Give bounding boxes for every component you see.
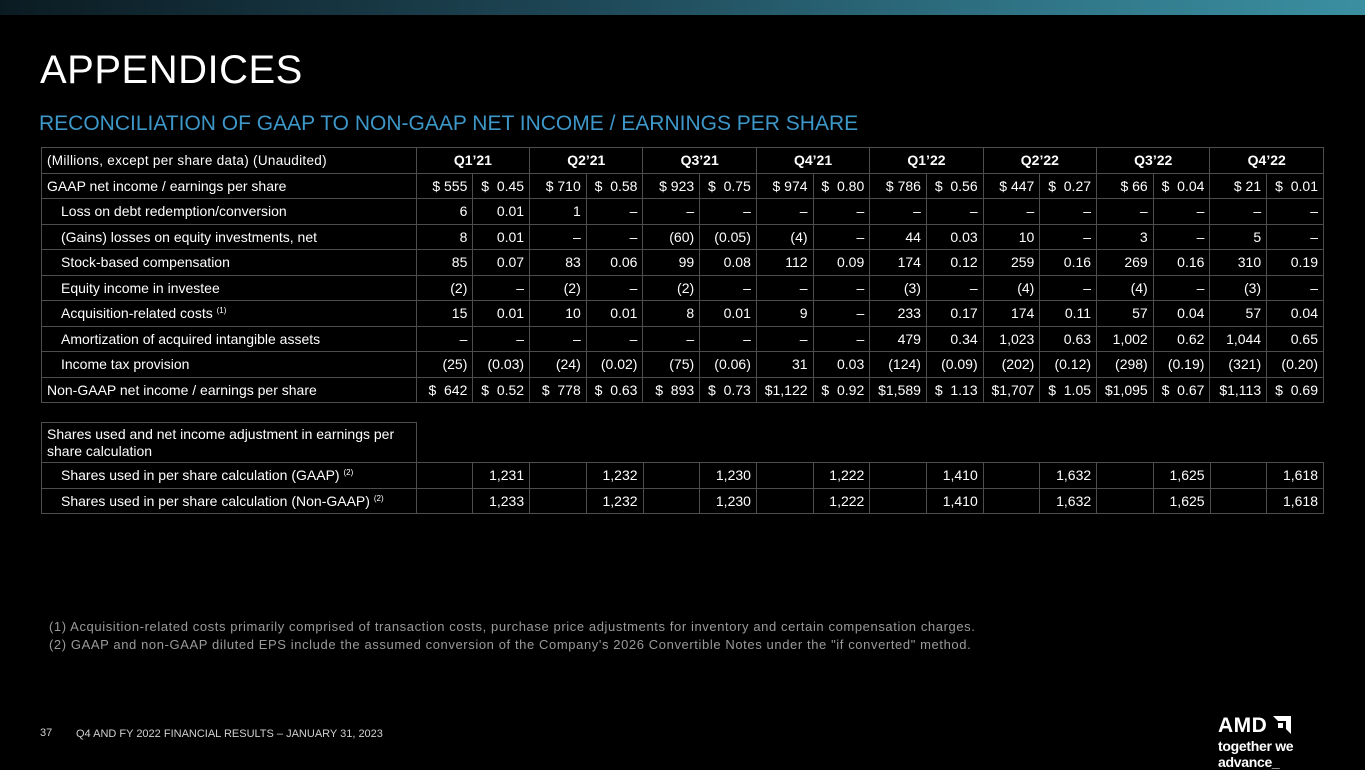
table-cell: – [1267, 199, 1324, 225]
table-cell: – [1153, 275, 1210, 301]
table-cell: $ 0.58 [586, 173, 643, 199]
table-cell: (25) [416, 352, 473, 378]
table-cell: – [813, 301, 870, 327]
table-cell-empty [756, 463, 813, 489]
row-label [42, 301, 417, 327]
table-cell: (0.03) [473, 352, 530, 378]
table-cell: $1,113 [1210, 377, 1267, 403]
table-cell: 0.62 [1153, 326, 1210, 352]
table-cell: 1,618 [1267, 463, 1324, 489]
table-cell: 31 [756, 352, 813, 378]
table-cell: 85 [416, 250, 473, 276]
table-cell: 1,410 [927, 488, 984, 514]
amd-tagline: together we advance_ [1218, 738, 1294, 770]
table-cell: $ 642 [416, 377, 473, 403]
top-gradient-bar [0, 0, 1365, 15]
table-cell-empty [416, 488, 473, 514]
table-cell: 5 [1210, 224, 1267, 250]
table-cell: 1,632 [1040, 488, 1097, 514]
table-cell: 57 [1097, 301, 1154, 327]
table-cell: 0.07 [473, 250, 530, 276]
table-cell: 99 [643, 250, 700, 276]
table-cell: $ 447 [983, 173, 1040, 199]
table-cell: – [530, 326, 587, 352]
table-cell: – [926, 199, 983, 225]
table-cell: 0.16 [1040, 250, 1097, 276]
row-label-text: GAAP net income / earnings per share [47, 177, 287, 194]
table-row [42, 352, 1324, 378]
table-cell: 0.04 [1153, 301, 1210, 327]
table-row [42, 463, 1324, 489]
table-cell: 0.11 [1040, 301, 1097, 327]
table-cell: – [813, 224, 870, 250]
row-label [42, 224, 417, 250]
table-cell: $ 21 [1210, 173, 1267, 199]
page-subtitle: RECONCILIATION OF GAAP TO NON-GAAP NET INCOME / EARNINGS PER SHARE [39, 112, 859, 135]
table-cell: $ 0.63 [586, 377, 643, 403]
quarter-header: Q1’22 [870, 148, 983, 174]
table-cell: (0.09) [926, 352, 983, 378]
table-cell: $ 0.73 [700, 377, 757, 403]
row-label [42, 377, 417, 403]
table-cell: – [1210, 199, 1267, 225]
table-cell: 1,044 [1210, 326, 1267, 352]
table-cell: 9 [756, 301, 813, 327]
table-cell: (4) [756, 224, 813, 250]
table-cell: $ 0.01 [1267, 173, 1324, 199]
row-label-text: Acquisition-related costs [61, 305, 213, 322]
table-cell: $ 786 [870, 173, 927, 199]
table-cell: $ 0.27 [1040, 173, 1097, 199]
row-label-text: Stock-based compensation [61, 254, 230, 271]
footnotes [49, 618, 976, 654]
table-cell-empty [416, 463, 473, 489]
table-cell: (0.20) [1267, 352, 1324, 378]
row-label [42, 463, 417, 489]
quarter-header: Q3’21 [643, 148, 756, 174]
table-cell-empty [530, 463, 587, 489]
table-cell: 0.01 [700, 301, 757, 327]
table-cell: 6 [416, 199, 473, 225]
quarter-header: Q2’21 [530, 148, 643, 174]
row-label [42, 326, 417, 352]
row-label-text: Non-GAAP net income / earnings per share [47, 381, 317, 398]
table-cell: $1,707 [983, 377, 1040, 403]
footer-text: Q4 AND FY 2022 FINANCIAL RESULTS – JANUARY 31, 2023 [76, 728, 383, 740]
amd-logo [1218, 714, 1338, 770]
table-cell: 1,232 [586, 463, 643, 489]
table-cell-empty [1097, 488, 1154, 514]
table-cell: (298) [1097, 352, 1154, 378]
table-cell: – [926, 275, 983, 301]
table-cell: $ 0.92 [813, 377, 870, 403]
table-cell: – [1267, 224, 1324, 250]
table-cell: $ 0.45 [473, 173, 530, 199]
table-row [42, 377, 1324, 403]
page-title: APPENDICES [40, 48, 303, 92]
table-cell: 0.65 [1267, 326, 1324, 352]
table-cell: $ 1.13 [926, 377, 983, 403]
quarter-header: Q2’22 [983, 148, 1096, 174]
table-row [42, 301, 1324, 327]
table-cell: 1,231 [473, 463, 530, 489]
table-cell: $ 0.69 [1267, 377, 1324, 403]
row-label-text: Shares used in per share calculation (Non-GAAP) [61, 492, 370, 509]
table-cell: (202) [983, 352, 1040, 378]
table-cell: (2) [643, 275, 700, 301]
table-cell: $ 0.04 [1153, 173, 1210, 199]
table-cell: 0.01 [473, 224, 530, 250]
table-cell: – [813, 199, 870, 225]
table-cell: $ 0.52 [473, 377, 530, 403]
table-cell: 0.17 [926, 301, 983, 327]
table-cell: 1,230 [700, 488, 757, 514]
footnote-1: (1) Acquisition-related costs primarily comprised of transaction costs, purchase price adjustments for inventory and certain compensation charges. [49, 619, 976, 634]
table-cell: – [983, 199, 1040, 225]
table-cell: (3) [1210, 275, 1267, 301]
table-row [42, 275, 1324, 301]
table-cell: $ 0.75 [700, 173, 757, 199]
shares-section-label: Shares used and net income adjustment in earnings per share calculation [42, 423, 417, 463]
table-cell: 10 [530, 301, 587, 327]
table-cell: – [416, 326, 473, 352]
table-cell: 1,222 [813, 463, 870, 489]
table-cell: 259 [983, 250, 1040, 276]
table-cell-empty [530, 488, 587, 514]
row-label [42, 352, 417, 378]
row-label-text: Amortization of acquired intangible assets [61, 330, 321, 347]
table-cell: 0.03 [926, 224, 983, 250]
table-cell: – [643, 199, 700, 225]
table-cell: (0.12) [1040, 352, 1097, 378]
quarter-header: Q3’22 [1097, 148, 1210, 174]
table-cell: – [530, 224, 587, 250]
table-row [42, 199, 1324, 225]
row-label-text: (Gains) losses on equity investments, net [61, 228, 318, 245]
table-cell: 1,023 [983, 326, 1040, 352]
table-cell: 44 [870, 224, 927, 250]
table-cell: 57 [1210, 301, 1267, 327]
table-cell: 1,002 [1097, 326, 1154, 352]
table-cell: 1,222 [813, 488, 870, 514]
table-cell: 0.09 [813, 250, 870, 276]
table-cell: $ 0.80 [813, 173, 870, 199]
table-cell: 0.04 [1267, 301, 1324, 327]
table-cell: – [813, 275, 870, 301]
table-cell: (2) [530, 275, 587, 301]
table-cell: (0.05) [700, 224, 757, 250]
quarter-header: Q1’21 [416, 148, 529, 174]
table-cell: 233 [870, 301, 927, 327]
table-cell: $ 893 [643, 377, 700, 403]
reconciliation-table [41, 147, 1324, 403]
table-cell-empty [870, 488, 927, 514]
table-cell: 0.12 [926, 250, 983, 276]
table-cell: (2) [416, 275, 473, 301]
table-cell: (0.02) [586, 352, 643, 378]
table-cell-empty [643, 463, 700, 489]
table-cell-empty [643, 488, 700, 514]
table-cell: (3) [870, 275, 927, 301]
table-cell: (24) [530, 352, 587, 378]
table-cell: – [586, 199, 643, 225]
table-cell: $1,095 [1097, 377, 1154, 403]
table-cell: – [870, 199, 927, 225]
table-cell-empty [1097, 463, 1154, 489]
table-cell: (60) [643, 224, 700, 250]
table-cell-empty [870, 463, 927, 489]
footnote-marker: (2) [373, 493, 384, 503]
table-cell: 3 [1097, 224, 1154, 250]
shares-table [41, 422, 1324, 514]
table-cell: $ 710 [530, 173, 587, 199]
table-cell: $ 923 [643, 173, 700, 199]
table-cell: 0.16 [1153, 250, 1210, 276]
row-label-text: Shares used in per share calculation (GAAP) [61, 467, 340, 484]
table-cell: 310 [1210, 250, 1267, 276]
table-cell: 0.34 [926, 326, 983, 352]
table-cell: $1,122 [756, 377, 813, 403]
table-cell: 0.01 [473, 199, 530, 225]
footnote-2: (2) GAAP and non-GAAP diluted EPS include the assumed conversion of the Company's 2026 Convertible Notes under the "if converted" method. [49, 637, 972, 652]
table-row [42, 326, 1324, 352]
table-cell: $ 974 [756, 173, 813, 199]
table-cell: 1,410 [927, 463, 984, 489]
table-cell: 1,232 [586, 488, 643, 514]
table-cell: 1,632 [1040, 463, 1097, 489]
table-cell: 1,618 [1267, 488, 1324, 514]
footnote-marker: (2) [343, 468, 354, 478]
table-cell: – [756, 199, 813, 225]
table-cell: – [813, 326, 870, 352]
table-cell: – [1040, 275, 1097, 301]
table-cell: $ 555 [416, 173, 473, 199]
table-cell: 0.01 [473, 301, 530, 327]
table-cell: – [756, 275, 813, 301]
table-cell: (321) [1210, 352, 1267, 378]
table-cell: 0.06 [586, 250, 643, 276]
table-header-row [42, 148, 1324, 174]
table-cell: (0.19) [1153, 352, 1210, 378]
blank-cell [416, 423, 1323, 463]
table-cell: 1,230 [700, 463, 757, 489]
table-cell: $ 1.05 [1040, 377, 1097, 403]
table-cell: 174 [983, 301, 1040, 327]
table-cell: 0.01 [586, 301, 643, 327]
shares-section-row [42, 423, 1324, 463]
table-cell: 10 [983, 224, 1040, 250]
table-cell: – [1153, 224, 1210, 250]
table-cell: 0.03 [813, 352, 870, 378]
amd-logo-word: AMD [1218, 714, 1268, 737]
table-cell: 0.08 [700, 250, 757, 276]
table-cell: 479 [870, 326, 927, 352]
table-cell: 1,625 [1153, 463, 1210, 489]
table-cell: 112 [756, 250, 813, 276]
row-label-text: Loss on debt redemption/conversion [61, 203, 287, 220]
row-label-text: Income tax provision [61, 356, 190, 373]
table-cell: 269 [1097, 250, 1154, 276]
amd-arrow-icon [1273, 716, 1291, 734]
table-cell: $ 0.56 [926, 173, 983, 199]
table-cell: – [1040, 199, 1097, 225]
table-cell: (0.06) [700, 352, 757, 378]
table-cell: – [700, 326, 757, 352]
table-cell: 8 [416, 224, 473, 250]
row-label [42, 173, 417, 199]
table-row [42, 173, 1324, 199]
table-cell: $ 0.67 [1153, 377, 1210, 403]
table-cell: – [700, 275, 757, 301]
table-cell: – [643, 326, 700, 352]
table-cell: (75) [643, 352, 700, 378]
table-cell-empty [756, 488, 813, 514]
footnote-marker: (1) [216, 306, 227, 316]
table-cell: 15 [416, 301, 473, 327]
table-cell: – [586, 275, 643, 301]
table-cell: 174 [870, 250, 927, 276]
row-label-text: Equity income in investee [61, 279, 220, 296]
row-label [42, 275, 417, 301]
table-cell: – [586, 326, 643, 352]
quarter-header: Q4’21 [756, 148, 869, 174]
table-cell: – [473, 275, 530, 301]
table-row [42, 488, 1324, 514]
table-cell-empty [983, 463, 1040, 489]
table-cell: (124) [870, 352, 927, 378]
table-row [42, 224, 1324, 250]
table-cell: (4) [1097, 275, 1154, 301]
table-cell: $ 66 [1097, 173, 1154, 199]
table-cell-empty [1210, 463, 1267, 489]
table-row [42, 250, 1324, 276]
table-cell: – [700, 199, 757, 225]
table-cell: – [1267, 275, 1324, 301]
table-cell: – [1040, 224, 1097, 250]
table-cell: 1 [530, 199, 587, 225]
table-cell: (4) [983, 275, 1040, 301]
table-cell: 0.63 [1040, 326, 1097, 352]
table-cell: 1,233 [473, 488, 530, 514]
table-cell: $ 778 [530, 377, 587, 403]
row-label [42, 488, 417, 514]
table-cell: – [1097, 199, 1154, 225]
table-header-label: (Millions, except per share data) (Unaudited) [42, 148, 417, 174]
table-cell-empty [983, 488, 1040, 514]
row-label [42, 199, 417, 225]
table-cell: – [1153, 199, 1210, 225]
table-cell: 8 [643, 301, 700, 327]
table-cell-empty [1210, 488, 1267, 514]
table-cell: 0.19 [1267, 250, 1324, 276]
row-label [42, 250, 417, 276]
table-cell: 83 [530, 250, 587, 276]
table-cell: $1,589 [870, 377, 927, 403]
page-number: 37 [40, 727, 53, 739]
table-cell: – [586, 224, 643, 250]
quarter-header: Q4’22 [1210, 148, 1324, 174]
table-cell: – [473, 326, 530, 352]
table-cell: – [756, 326, 813, 352]
table-cell: 1,625 [1153, 488, 1210, 514]
